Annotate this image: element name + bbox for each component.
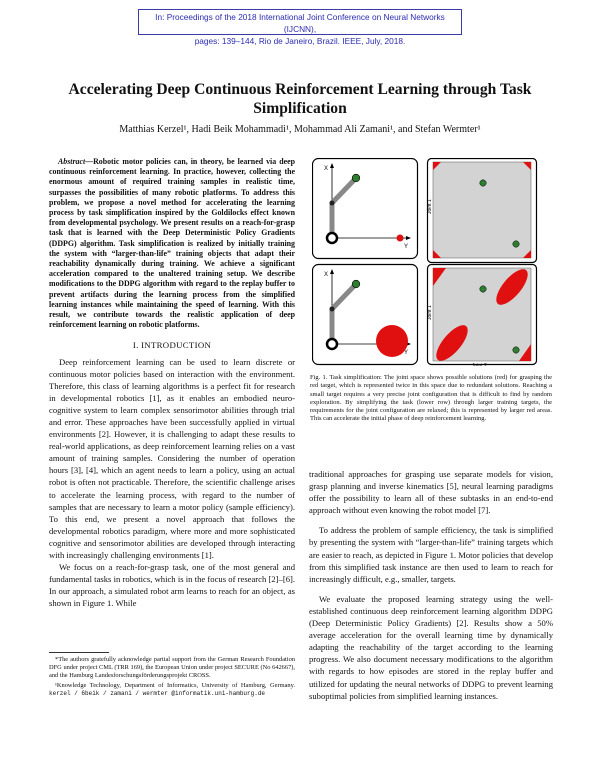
paper-title: [40, 80, 560, 118]
joint-space-panel-bottom: [427, 264, 537, 366]
right-paragraph-1: traditional approaches for grasping use separate models for vision, grasp planning and inverse kinematics [5], neural learning paradigms offer the possibility to learn all of these subtasks in an end-to-end approach without even knowing the robot model [7].: [309, 469, 553, 516]
figure-1: [312, 158, 550, 366]
affiliation-text: ¹Knowledge Technology, Department of Informatics, University of Hamburg, Germany.: [55, 681, 295, 689]
large-target: [376, 325, 408, 357]
footnote-funding: *The authors gratefully acknowledge partial support from the German Research Foundation DFG under project CML (TRR 169), the European Union under project SECURE (No 642667), and the Hamburg Landesforschungsförderungsprojekt CROSS.: [49, 656, 295, 680]
footnote-rule: [49, 652, 109, 653]
small-target: [397, 235, 404, 242]
joint-space-panel-top: [427, 159, 537, 263]
workspace-panel-bottom: [313, 265, 418, 365]
section-heading-introduction: I. INTRODUCTION: [132, 340, 212, 351]
banner-line-2: pages: 139–144, Rio de Janeiro, Brazil. IEEE, July, 2018.: [194, 36, 406, 46]
joint-1-axis-top: Joint 1: [427, 199, 433, 214]
title-line-1: Accelerating Deep Continuous Reinforcement Learning through Task: [68, 81, 532, 98]
figure-caption: Fig. 1. Task simplification: The joint space shows possible solutions (red) for grasping the red target, which is represented twice in this space due to redundant solutions. Reaching a small target requires a very precise joint configuration that is difficult to find by random exploration. By simplifying the task (lower row) through larger training targets, the requirements for the joint configuration are relaxed; this is represented by larger red areas. This can accelerate the initial phase of deep reinforcement learning.: [310, 374, 552, 423]
axis-x-label-top: X: [324, 166, 329, 172]
right-paragraph-3: We evaluate the proposed learning strategy using the well-established continuous deep reinforcement learning algorithm DDPG (Deep Deterministic Policy Gradients) [2]. Results show a 50% average acceleration for the overall learning time by dynamically adapting the reachability of the target according to the learning progress. We also document necessary modifications to the algorithm with regards to how episodes are stored in the replay buffer and utilized for updating the neural networks of DDPG to prevent learning suboptimal policies from simplified learning instances.: [309, 593, 553, 701]
publication-banner: [138, 9, 462, 46]
abstract-label: Abstract: [58, 157, 86, 166]
author-emails: kerzel / 6beik / zamani / wermter @informatik.uni-hamburg.de: [49, 689, 266, 697]
right-paragraph-2: To address the problem of sample efficiency, the task is simplified by presenting the system with “larger-than-life” training targets which are easier to reach, as depicted in Figure 1. Motor policies that develop from this simplified task instance are then used to learn to reach for increasingly difficult, e.g., smaller, targets.: [309, 525, 553, 584]
author-list: Matthias Kerzel¹, Hadi Beik Mohammadi¹, Mohammad Ali Zamani¹, and Stefan Wermter¹: [119, 124, 481, 135]
joint-2-axis-bottom: Joint 2: [472, 363, 487, 366]
axis-y-label-bottom: Y: [404, 350, 409, 356]
right-column: [309, 468, 553, 702]
axis-x-label-bottom: X: [324, 272, 329, 278]
end-effector-marker: [352, 174, 360, 182]
abstract: [49, 157, 295, 330]
footnote-affiliation: [49, 682, 295, 698]
joint-1-axis-bottom: Joint 1: [427, 305, 433, 320]
intro-paragraph-2: We focus on a reach-for-grasp task, one of the most general and fundamental tasks in robotics, which is in the focus of research [2]–[6]. In our approach, a simulated robot arm learns to reach for an object, as shown in Figure 1. While: [49, 562, 295, 609]
abstract-text: —Robotic motor policies can, in theory, be learned via deep continuous reinforcement learning. In practice, however, collecting the enormous amount of required training samples in realistic time, surpasses the possibilities of many robotic platforms. To address this problem, we propose a novel method for accelerating the learning process by task simplification inspired by the Goldilocks effect known from developmental psychology. We present results on a reach-for-grasp task that is learned with the Deep Deterministic Policy Gradients (DDPG) algorithm. Task simplification is realized by initially training the system with “larger-than-life” training objects that adapt their reachability dynamically during training. We achieve a significant acceleration compared to the unaltered training setup. We describe modifications to the DDPG algorithm with regard to the replay buffer to prevent artifacts during the learning process from the simplified learning instances while maintaining the speed of learning. With this result, we contribute towards the realistic application of deep reinforcement learning on robotic platforms.: [49, 157, 295, 330]
base-joint: [327, 233, 337, 243]
title-line-2: Simplification: [253, 100, 347, 117]
axis-y-label-top: Y: [404, 244, 409, 250]
footnotes: [49, 652, 295, 699]
banner-line-1: In: Proceedings of the 2018 International Joint Conference on Neural Networks (IJCNN),: [155, 12, 445, 34]
workspace-panel-top: [313, 159, 418, 259]
left-column: [49, 157, 295, 610]
intro-paragraph-1: Deep reinforcement learning can be used to learn discrete or continuous motor policies based on interaction with the environment. Therefore, this class of learning algorithms is a perfect fit for research in developmental robotics [1], as it enables an embodied neuro-cognitive system to learn complex sensorimotor abilities through trial and error. These approaches have been successfully applied in virtual environments [2]. However, it is challenging to adapt these results to real-world applications, as deep reinforcement learning relies on a vast amount of training samples. Considering the number of operation hours [3], [4], which an agent needs to learn a policy, using an actual robot is often not practicable. Therefore, the scientific challenge arises to accelerate the learning process, with regard to the number of samples that are necessary to learn a motor policy (sample efficiency). To this end, we present a novel approach that follows the developmental robotics paradigm, where more and more sophisticated cognitive and sensorimotor abilities are developed through interacting with increasingly challenging environments [1].: [49, 356, 295, 561]
